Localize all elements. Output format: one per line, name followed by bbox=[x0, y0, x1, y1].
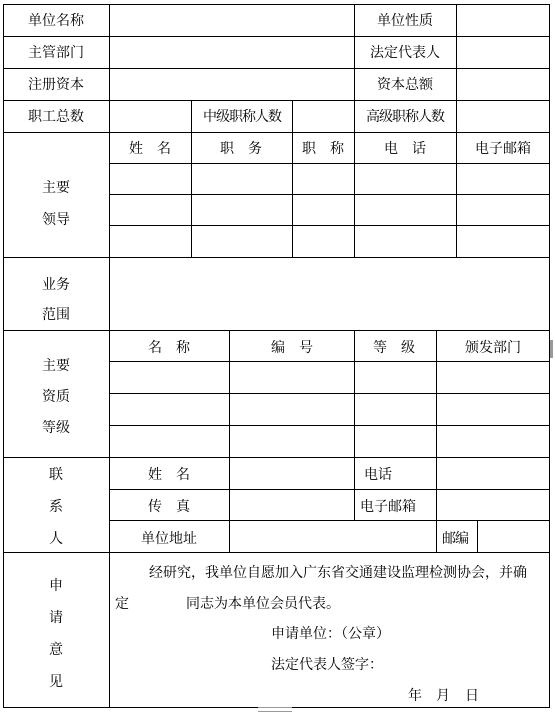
col-line bbox=[354, 4, 355, 101]
leaders-col-email: 电子邮箱 bbox=[475, 141, 531, 157]
col-line bbox=[354, 100, 355, 132]
row-line bbox=[109, 361, 550, 362]
contact-address-field[interactable] bbox=[230, 521, 436, 552]
qualifications-label-line: 等级 bbox=[42, 420, 70, 436]
contact-label-line: 联 bbox=[49, 467, 63, 483]
application-statement-line2-suffix: 同志为本单位会员代表。 bbox=[186, 596, 340, 612]
leaders-label-line: 主要 bbox=[42, 180, 70, 196]
contact-name-field[interactable] bbox=[230, 458, 354, 489]
row-line bbox=[3, 552, 550, 553]
col-line bbox=[191, 100, 192, 132]
leaders-col-title: 职称 bbox=[302, 141, 358, 157]
senior-title-count-field[interactable] bbox=[457, 101, 549, 132]
unit-name-label: 单位名称 bbox=[28, 13, 84, 29]
legal-rep-label: 法定代表人 bbox=[370, 45, 440, 61]
contact-email-field[interactable] bbox=[437, 490, 549, 520]
mid-title-count-field[interactable] bbox=[293, 101, 354, 132]
row-line bbox=[3, 330, 550, 331]
border-left bbox=[3, 4, 4, 708]
qualifications-label-line: 主要 bbox=[42, 358, 70, 374]
qual-col-issuer: 颁发部门 bbox=[465, 340, 521, 356]
contact-fax-label: 传真 bbox=[148, 499, 204, 515]
mid-title-count-label: 中级职称人数 bbox=[203, 109, 281, 125]
col-line bbox=[292, 132, 293, 258]
application-statement-line2-prefix: 定 bbox=[115, 596, 129, 612]
unit-name-field[interactable] bbox=[110, 5, 354, 36]
contact-section-label bbox=[49, 459, 63, 555]
date-day-label: 日 bbox=[465, 688, 479, 704]
supervising-dept-label: 主管部门 bbox=[28, 45, 84, 61]
col-line bbox=[191, 132, 192, 258]
qual-col-number: 编号 bbox=[271, 340, 327, 356]
row-line bbox=[109, 225, 550, 226]
resize-handle-mark bbox=[550, 340, 553, 358]
applicant-unit-seal-label: 申请单位：（公章） bbox=[271, 626, 390, 642]
col-line bbox=[456, 132, 457, 258]
qualifications-label-line: 资质 bbox=[42, 389, 70, 405]
leaders-col-name: 姓名 bbox=[129, 141, 185, 157]
senior-title-count-label: 高级职称人数 bbox=[366, 109, 444, 125]
registered-capital-field[interactable] bbox=[110, 69, 354, 100]
total-staff-label: 职工总数 bbox=[28, 109, 84, 125]
business-scope-label-line: 范围 bbox=[42, 307, 70, 323]
total-assets-label: 资本总额 bbox=[377, 77, 433, 93]
contact-name-label: 姓名 bbox=[148, 467, 204, 483]
total-staff-field[interactable] bbox=[110, 101, 191, 132]
leaders-col-phone: 电话 bbox=[384, 141, 440, 157]
row-line bbox=[109, 194, 550, 195]
leaders-section-label bbox=[42, 172, 70, 236]
contact-label-line: 系 bbox=[49, 499, 63, 515]
unit-nature-label: 单位性质 bbox=[377, 13, 433, 29]
col-line bbox=[229, 330, 230, 458]
date-month-label: 月 bbox=[436, 688, 450, 704]
col-line bbox=[436, 330, 437, 458]
application-section-label bbox=[49, 570, 63, 698]
business-scope-label-line: 业务 bbox=[42, 277, 70, 293]
contact-email-label: 电子邮箱 bbox=[360, 499, 416, 515]
row-line bbox=[3, 132, 550, 133]
col-line bbox=[354, 330, 355, 458]
legal-rep-signature-label: 法定代表人签字： bbox=[271, 657, 383, 673]
application-label-line: 申 bbox=[49, 578, 63, 594]
contact-fax-field[interactable] bbox=[230, 490, 354, 520]
contact-postcode-label: 邮编 bbox=[442, 531, 468, 547]
application-label-line: 意 bbox=[49, 642, 63, 658]
contact-postcode-field[interactable] bbox=[478, 521, 549, 552]
supervising-dept-field[interactable] bbox=[110, 37, 354, 68]
row-line bbox=[109, 393, 550, 394]
row-line bbox=[109, 425, 550, 426]
business-scope-label bbox=[42, 270, 70, 330]
application-label-line: 请 bbox=[49, 610, 63, 626]
application-statement-line1: 经研究，我单位自愿加入广东省交通建设监理检测协会，并确 bbox=[149, 565, 527, 581]
member-representative-field[interactable] bbox=[132, 592, 184, 614]
contact-phone-label: 电话 bbox=[364, 467, 392, 483]
leaders-col-position: 职务 bbox=[220, 141, 276, 157]
qualifications-section-label bbox=[42, 351, 70, 444]
total-assets-field[interactable] bbox=[457, 69, 549, 100]
qual-col-grade: 等级 bbox=[373, 340, 429, 356]
business-scope-field[interactable] bbox=[110, 258, 549, 330]
col-line bbox=[354, 457, 355, 521]
contact-address-label: 单位地址 bbox=[141, 531, 197, 547]
application-label-line: 见 bbox=[49, 674, 63, 690]
row-line bbox=[109, 163, 550, 164]
legal-rep-field[interactable] bbox=[457, 37, 549, 68]
unit-nature-field[interactable] bbox=[457, 5, 549, 36]
legal-rep-signature-field[interactable] bbox=[390, 652, 540, 676]
leaders-label-line: 领导 bbox=[42, 212, 70, 228]
contact-phone-field[interactable] bbox=[437, 458, 549, 489]
date-year-label: 年 bbox=[408, 688, 422, 704]
contact-label-line: 人 bbox=[49, 531, 63, 547]
page-break-mark bbox=[258, 707, 292, 712]
qual-col-name: 名称 bbox=[148, 340, 204, 356]
registered-capital-label: 注册资本 bbox=[28, 77, 84, 93]
